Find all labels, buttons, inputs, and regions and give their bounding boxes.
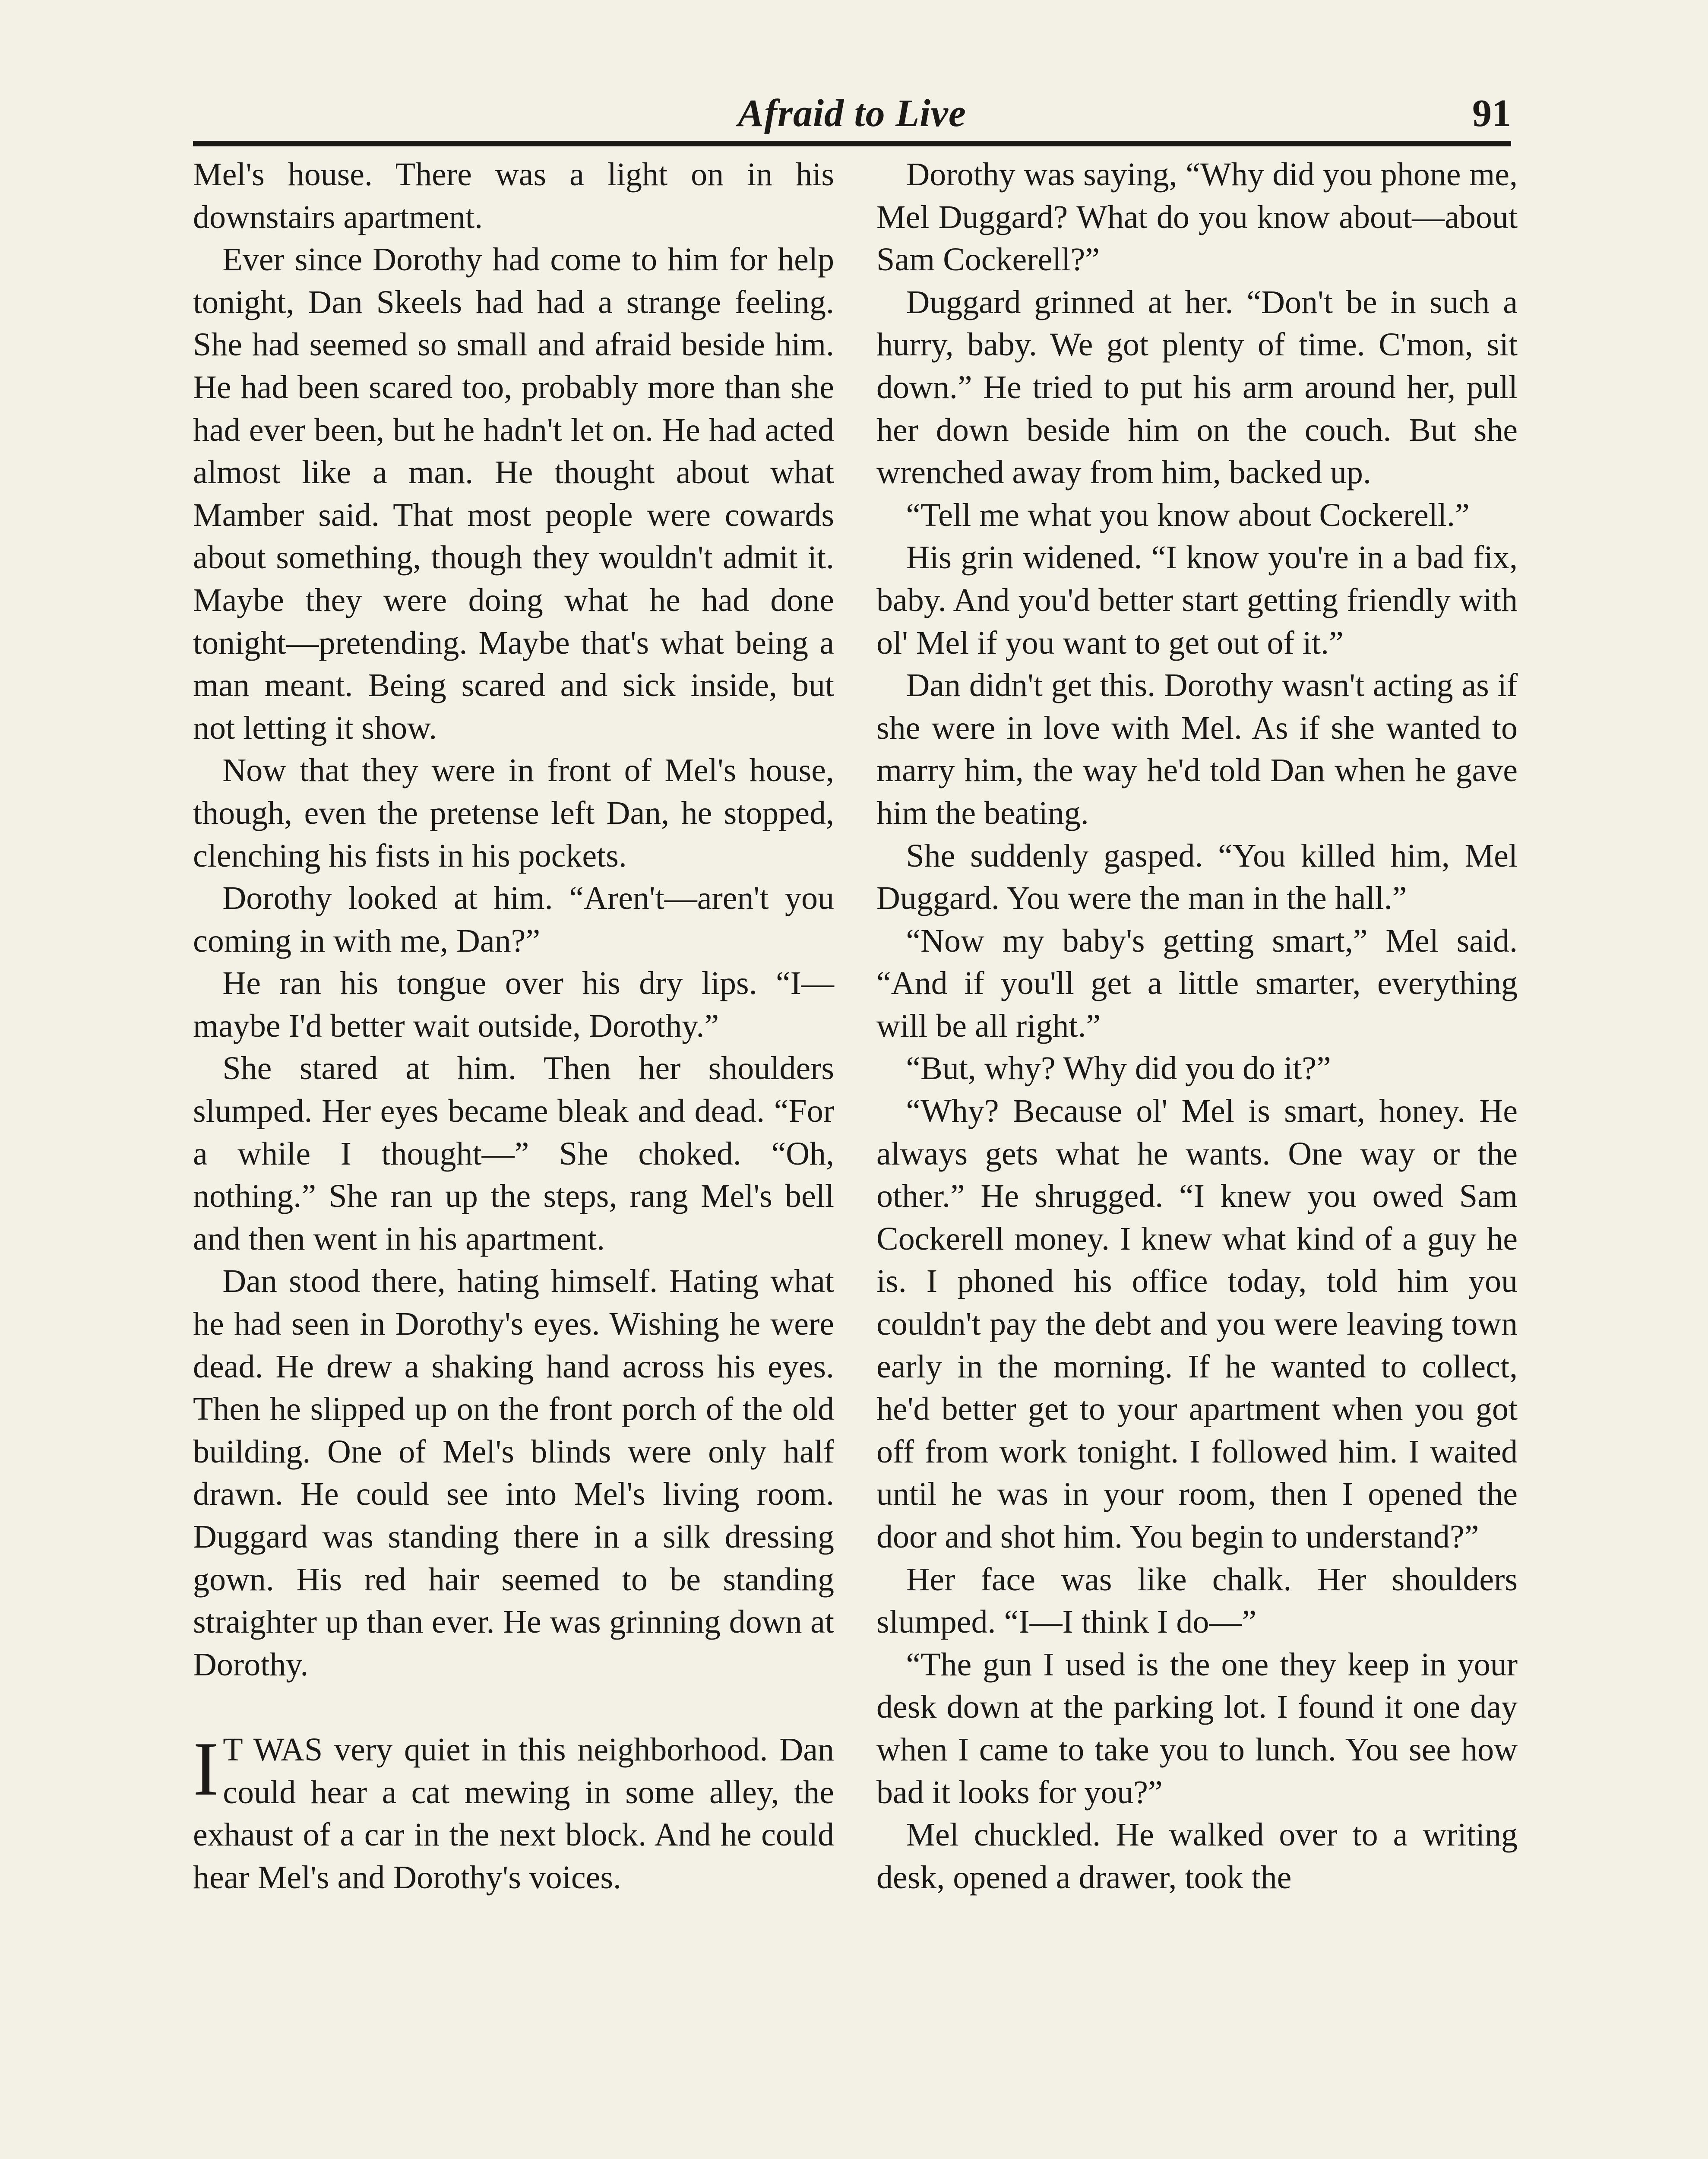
paragraph: She suddenly gasped. “You killed him, Mel Duggard. You were the man in the hall.” [876, 837, 1518, 917]
paragraph: Dan didn't get this. Dorothy wasn't acting as if she were in love with Mel. As if she wanted to marry him, the way he'd told Dan when he gave him the beating. [876, 667, 1518, 831]
paragraph: Mel's house. There was a light on in his downstairs apartment. [193, 156, 834, 235]
section-break-paragraph [193, 1725, 834, 1899]
paragraph: “Now my baby's getting smart,” Mel said. “And if you'll get a little smarter, everything will be all right.” [876, 922, 1518, 1044]
paragraph: “But, why? Why did you do it?” [906, 1050, 1331, 1087]
page-number: 91 [1472, 92, 1511, 135]
paragraph: “Tell me what you know about Cockerell.” [906, 497, 1470, 533]
paragraph: His grin widened. “I know you're in a bad fix, baby. And you'd better start getting friendly with ol' Mel if you want to get out of it.” [876, 539, 1518, 661]
running-title: Afraid to Live [738, 92, 966, 135]
section-break-text: T WAS very quiet in this neighborhood. Dan could hear a cat mewing in some alley, the exhaust of a car in the next block. And he could hear Mel's and Dorothy's voices. [193, 1731, 834, 1896]
paragraph: Dorothy was saying, “Why did you phone me, Mel Duggard? What do you know about—about Sam Cockerell?” [876, 156, 1518, 278]
paragraph: “Why? Because ol' Mel is smart, honey. He always gets what he wants. One way or the other.” He shrugged. “I knew you owed Sam Cockerell money. I knew what kind of a guy he is. I phoned his office today, told him you couldn't pay the debt and you were leaving town early in the morning. If he wanted to collect, he'd better get to your apartment when you got off from work tonight. I followed him. I waited until he was in your room, then I opened the door and shot him. You begin to understand?” [876, 1093, 1518, 1555]
paragraph: Ever since Dorothy had come to him for help tonight, Dan Skeels had had a strange feeling. She had seemed so small and afraid beside him. He had been scared too, probably more than she had ever been, but he hadn't let on. He had acted almost like a man. He thought about what Mamber said. That most people were cowards about something, though they wouldn't admit it. Maybe they were doing what he had done tonight—pretending. Maybe that's what being a man meant. Being scared and sick inside, but not letting it show. [193, 241, 834, 746]
paragraph: “The gun I used is the one they keep in your desk down at the parking lot. I found it one day when I came to take you to lunch. You see how bad it looks for you?” [876, 1646, 1518, 1811]
paragraph: He ran his tongue over his dry lips. “I—maybe I'd better wait outside, Dorothy.” [193, 965, 834, 1044]
paragraph: Mel chuckled. He walked over to a writing desk, opened a drawer, took the [876, 1817, 1518, 1896]
paragraph: She stared at him. Then her shoulders slumped. Her eyes became bleak and dead. “For a while I thought—” She choked. “Oh, nothing.” She ran up the steps, rang Mel's bell and then went in his apartment. [193, 1050, 834, 1257]
paragraph: Duggard grinned at her. “Don't be in such a hurry, baby. We got plenty of time. C'mon, sit down.” He tried to put his arm around her, pull her down beside him on the couch. But she wrenched away from him, backed up. [876, 284, 1518, 491]
drop-cap: I [193, 1725, 219, 1811]
paragraph: Dorothy looked at him. “Aren't—aren't you coming in with me, Dan?” [193, 880, 834, 959]
right-column [876, 153, 1518, 1899]
page-header [193, 86, 1511, 140]
paragraph: Her face was like chalk. Her shoulders slumped. “I—I think I do—” [876, 1561, 1518, 1640]
left-column [193, 153, 834, 1899]
paragraph: Now that they were in front of Mel's house, though, even the pretense left Dan, he stopped, clenching his fists in his pockets. [193, 752, 834, 874]
paragraph: Dan stood there, hating himself. Hating what he had seen in Dorothy's eyes. Wishing he were dead. He drew a shaking hand across his eyes. Then he slipped up on the front porch of the old building. One of Mel's blinds were only half drawn. He could see into Mel's living room. Duggard was standing there in a silk dressing gown. His red hair seemed to be standing straighter up than ever. He was grinning down at Dorothy. [193, 1263, 834, 1683]
header-rule [193, 141, 1511, 146]
